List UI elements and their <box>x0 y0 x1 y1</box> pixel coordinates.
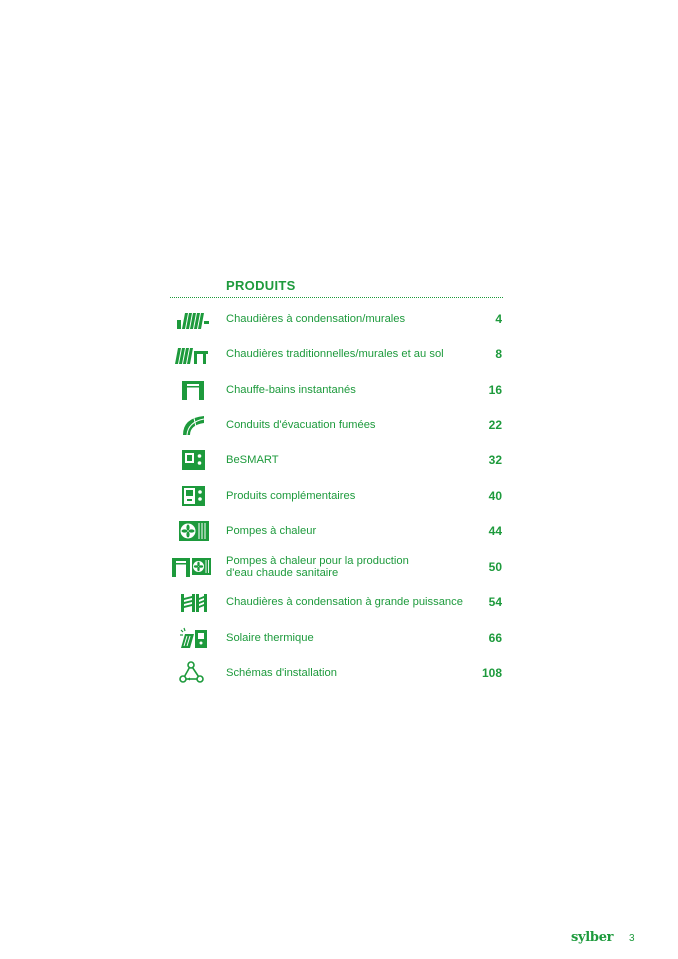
toc-entry-label: Solaire thermique <box>226 632 314 644</box>
toc-entry-installation-diagrams[interactable] <box>170 658 503 688</box>
toc-entry-flue-ducts[interactable] <box>170 410 503 440</box>
toc-entry-page: 4 <box>495 312 502 326</box>
condensing-boiler-icon <box>170 307 210 331</box>
toc-entry-high-power-boilers[interactable] <box>170 587 503 617</box>
toc-entry-label: Conduits d'évacuation fumées <box>226 419 376 431</box>
control-panel-icon <box>170 484 210 508</box>
toc-entry-page: 44 <box>488 524 502 538</box>
heat-pump-icon <box>170 519 210 543</box>
toc-entry-heat-pumps[interactable] <box>170 516 503 546</box>
traditional-boiler-icon <box>170 342 210 366</box>
page-number: 3 <box>629 933 635 944</box>
toc-entry-page: 22 <box>488 418 502 432</box>
toc-entry-besmart[interactable] <box>170 445 503 475</box>
toc-entry-label: Chaudières à condensation à grande puissance <box>226 596 463 608</box>
water-heater-icon <box>170 378 210 402</box>
installation-diagram-icon <box>170 658 210 688</box>
toc-entry-heat-pumps-hot-water[interactable] <box>170 552 503 582</box>
toc-entry-page: 8 <box>495 347 502 361</box>
toc-entry-label: Chaudières traditionnelles/murales et au sol <box>226 348 444 360</box>
toc-entry-page: 66 <box>488 631 502 645</box>
toc-entry-label-line-1: Pompes à chaleur pour la production <box>226 555 409 567</box>
toc-entry-water-heaters[interactable] <box>170 375 503 405</box>
toc-entry-label: Produits complémentaires <box>226 490 356 502</box>
besmart-thermostat-icon <box>170 448 210 472</box>
toc-entry-page: 16 <box>488 383 502 397</box>
toc-entry-page: 50 <box>488 560 502 574</box>
toc-entry-label: Chaudières à condensation/murales <box>226 313 406 325</box>
toc-entry-complementary-products[interactable] <box>170 481 503 511</box>
high-power-boiler-icon <box>170 590 210 614</box>
toc-entry-label-line-2: d'eau chaude sanitaire <box>226 567 339 579</box>
toc-entry-page: 54 <box>488 595 502 609</box>
dotted-divider <box>170 297 503 298</box>
brand-logo: sylber <box>571 930 614 945</box>
toc-entry-label: Chauffe-bains instantanés <box>226 384 356 396</box>
toc-entry-page: 32 <box>488 453 502 467</box>
toc-entry-label <box>226 555 471 579</box>
heat-pump-hot-water-icon <box>168 555 214 579</box>
flue-duct-icon <box>170 413 210 437</box>
toc-entry-page: 40 <box>488 489 502 503</box>
toc-title: PRODUITS <box>226 278 296 293</box>
toc-entry-condensing-boilers[interactable] <box>170 304 503 334</box>
toc-entry-page: 108 <box>481 666 502 680</box>
toc-entry-traditional-boilers[interactable] <box>170 339 503 369</box>
solar-thermal-icon <box>170 626 210 650</box>
toc-entry-solar-thermal[interactable] <box>170 623 503 653</box>
toc-entry-label: BeSMART <box>226 454 279 466</box>
toc-entry-label: Pompes à chaleur <box>226 525 317 537</box>
toc-entry-label: Schémas d'installation <box>226 667 337 679</box>
